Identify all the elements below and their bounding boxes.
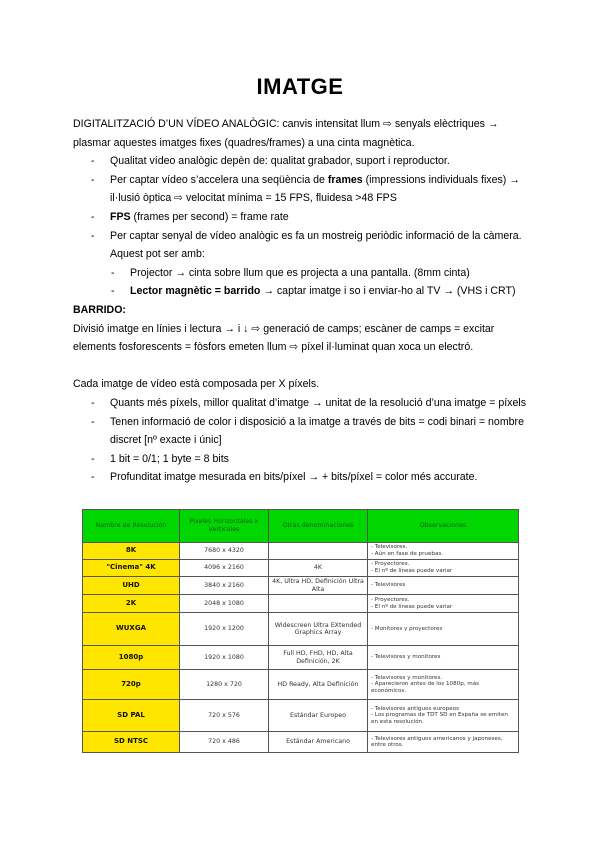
observations-cell: - Televisores. - Aún en fase de pruebas. bbox=[368, 543, 519, 560]
resolution-name-cell: 1080p bbox=[83, 646, 180, 670]
table-row bbox=[83, 613, 519, 646]
barrido-heading: BARRIDO: bbox=[73, 303, 126, 316]
list-item: - Per captar senyal de vídeo analògic es fa un mostreig periòdic informació de la càmera. Aquest pot ser amb: - Projector → cinta sobre llum que es projecta a una pantalla. (8mm cinta) - Lector magnètic = barrido → captar imatge i so i enviar-ho al TV → (VHS i CRT) bbox=[73, 227, 533, 301]
other-names-cell bbox=[269, 595, 368, 613]
pixels-cell: 2048 x 1080 bbox=[180, 595, 269, 613]
pixels-cell: 3840 x 2160 bbox=[180, 577, 269, 595]
analog-video-list bbox=[73, 152, 533, 301]
table-row bbox=[83, 700, 519, 732]
other-names-cell: 4K bbox=[269, 560, 368, 577]
other-names-cell bbox=[269, 543, 368, 560]
pixels-intro: Cada imatge de vídeo està composada per X píxels. bbox=[73, 378, 320, 391]
table-row bbox=[83, 595, 519, 613]
table-row bbox=[83, 670, 519, 700]
observations-cell: - Televisores bbox=[368, 577, 519, 595]
document-body bbox=[73, 115, 533, 487]
resolution-table-image bbox=[82, 509, 518, 753]
other-names-cell: Estándar Americano bbox=[269, 732, 368, 753]
resolution-name-cell: SD NTSC bbox=[83, 732, 180, 753]
page-title: IMATGE bbox=[256, 74, 344, 99]
resolution-name-cell: WUXGA bbox=[83, 613, 180, 646]
other-names-cell: Estándar Europeo bbox=[269, 700, 368, 732]
list-item: - FPS (frames per second) = frame rate bbox=[73, 208, 533, 227]
other-names-cell: Widescreen Ultra EXtended Graphics Array bbox=[269, 613, 368, 646]
observations-cell: - Proyectores. - El nº de líneas puede variar bbox=[368, 595, 519, 613]
table-row bbox=[83, 543, 519, 560]
other-names-cell: Full HD, FHD, HD, Alta Definición, 2K bbox=[269, 646, 368, 670]
spacer bbox=[73, 357, 533, 376]
intro-paragraph: DIGITALITZACIÓ D’UN VÍDEO ANALÒGIC: canvis intensitat llum ⇨ senyals elèctriques → plasmar aquestes imatges fixes (quadres/frames) a una cinta magnètica. bbox=[73, 118, 499, 149]
column-header: Otras denominaciones bbox=[269, 510, 368, 543]
resolution-table bbox=[82, 509, 519, 753]
other-names-cell: 4K, Ultra HD, Definición Ultra Alta bbox=[269, 577, 368, 595]
observations-cell: - Televisores antiguos americanos y japoneses, entre otros. bbox=[368, 732, 519, 753]
table-row bbox=[83, 646, 519, 670]
pixels-cell: 1920 x 1080 bbox=[180, 646, 269, 670]
resolution-name-cell: 2K bbox=[83, 595, 180, 613]
observations-cell: - Televisores y monitores. - Aparecieron antes de los 1080p, más económicos. bbox=[368, 670, 519, 700]
column-header: Nombre de Resolución bbox=[83, 510, 180, 543]
resolution-name-cell: "Cinema" 4K bbox=[83, 560, 180, 577]
capture-methods-list bbox=[73, 264, 533, 301]
table-row bbox=[83, 732, 519, 753]
pixels-cell: 4096 x 2160 bbox=[180, 560, 269, 577]
pixels-cell: 1280 x 720 bbox=[180, 670, 269, 700]
list-item: - 1 bit = 0/1; 1 byte = 8 bits bbox=[73, 450, 533, 469]
list-item: - Quants més píxels, millor qualitat d’imatge → unitat de la resolució d’una imatge = píxels bbox=[73, 394, 533, 413]
observations-cell: - Televisores y monitores bbox=[368, 646, 519, 670]
pixels-list bbox=[73, 394, 533, 487]
resolution-name-cell: UHD bbox=[83, 577, 180, 595]
table-row bbox=[83, 577, 519, 595]
table-header-row bbox=[83, 510, 519, 543]
resolution-name-cell: SD PAL bbox=[83, 700, 180, 732]
resolution-name-cell: 720p bbox=[83, 670, 180, 700]
observations-cell: - Proyectores. - El nº de líneas puede variar bbox=[368, 560, 519, 577]
table-row bbox=[83, 560, 519, 577]
barrido-paragraph: Divisió imatge en línies i lectura → i ↓ ⇨ generació de camps; escàner de camps = excitar elements fosforescents = fòsfors emeten llum ⇨ píxel il·luminat quan xoca un electró. bbox=[73, 322, 495, 354]
column-header: Pixeles Horizontales x Verticales bbox=[180, 510, 269, 543]
pixels-cell: 720 x 576 bbox=[180, 700, 269, 732]
observations-cell: - Monitores y proyectores bbox=[368, 613, 519, 646]
pixels-cell: 7680 x 4320 bbox=[180, 543, 269, 560]
resolution-name-cell: 8K bbox=[83, 543, 180, 560]
sub-list-item: - Projector → cinta sobre llum que es projecta a una pantalla. (8mm cinta) bbox=[73, 264, 533, 283]
list-item: - Tenen informació de color i disposició a la imatge a través de bits = codi binari = nombre discret [nº exacte i únic] bbox=[73, 413, 533, 450]
pixels-cell: 1920 x 1200 bbox=[180, 613, 269, 646]
observations-cell: - Televisores antiguos europeos - Los programas de TDT SD en España se emiten en esta resolución. bbox=[368, 700, 519, 732]
list-item: - Profunditat imatge mesurada en bits/píxel → + bits/píxel = color més accurate. bbox=[73, 468, 533, 487]
sub-list-item: - Lector magnètic = barrido → captar imatge i so i enviar-ho al TV → (VHS i CRT) bbox=[73, 282, 533, 301]
pixels-cell: 720 x 486 bbox=[180, 732, 269, 753]
column-header: Observaciones bbox=[368, 510, 519, 543]
list-item: - Per captar vídeo s’accelera una seqüència de frames (impressions individuals fixes) → il·lusió òptica ⇨ velocitat mínima = 15 FPS, fluidesa >48 FPS bbox=[73, 171, 533, 208]
other-names-cell: HD Ready, Alta Definición bbox=[269, 670, 368, 700]
list-item: - Qualitat vídeo analògic depèn de: qualitat grabador, suport i reproductor. bbox=[73, 152, 533, 171]
